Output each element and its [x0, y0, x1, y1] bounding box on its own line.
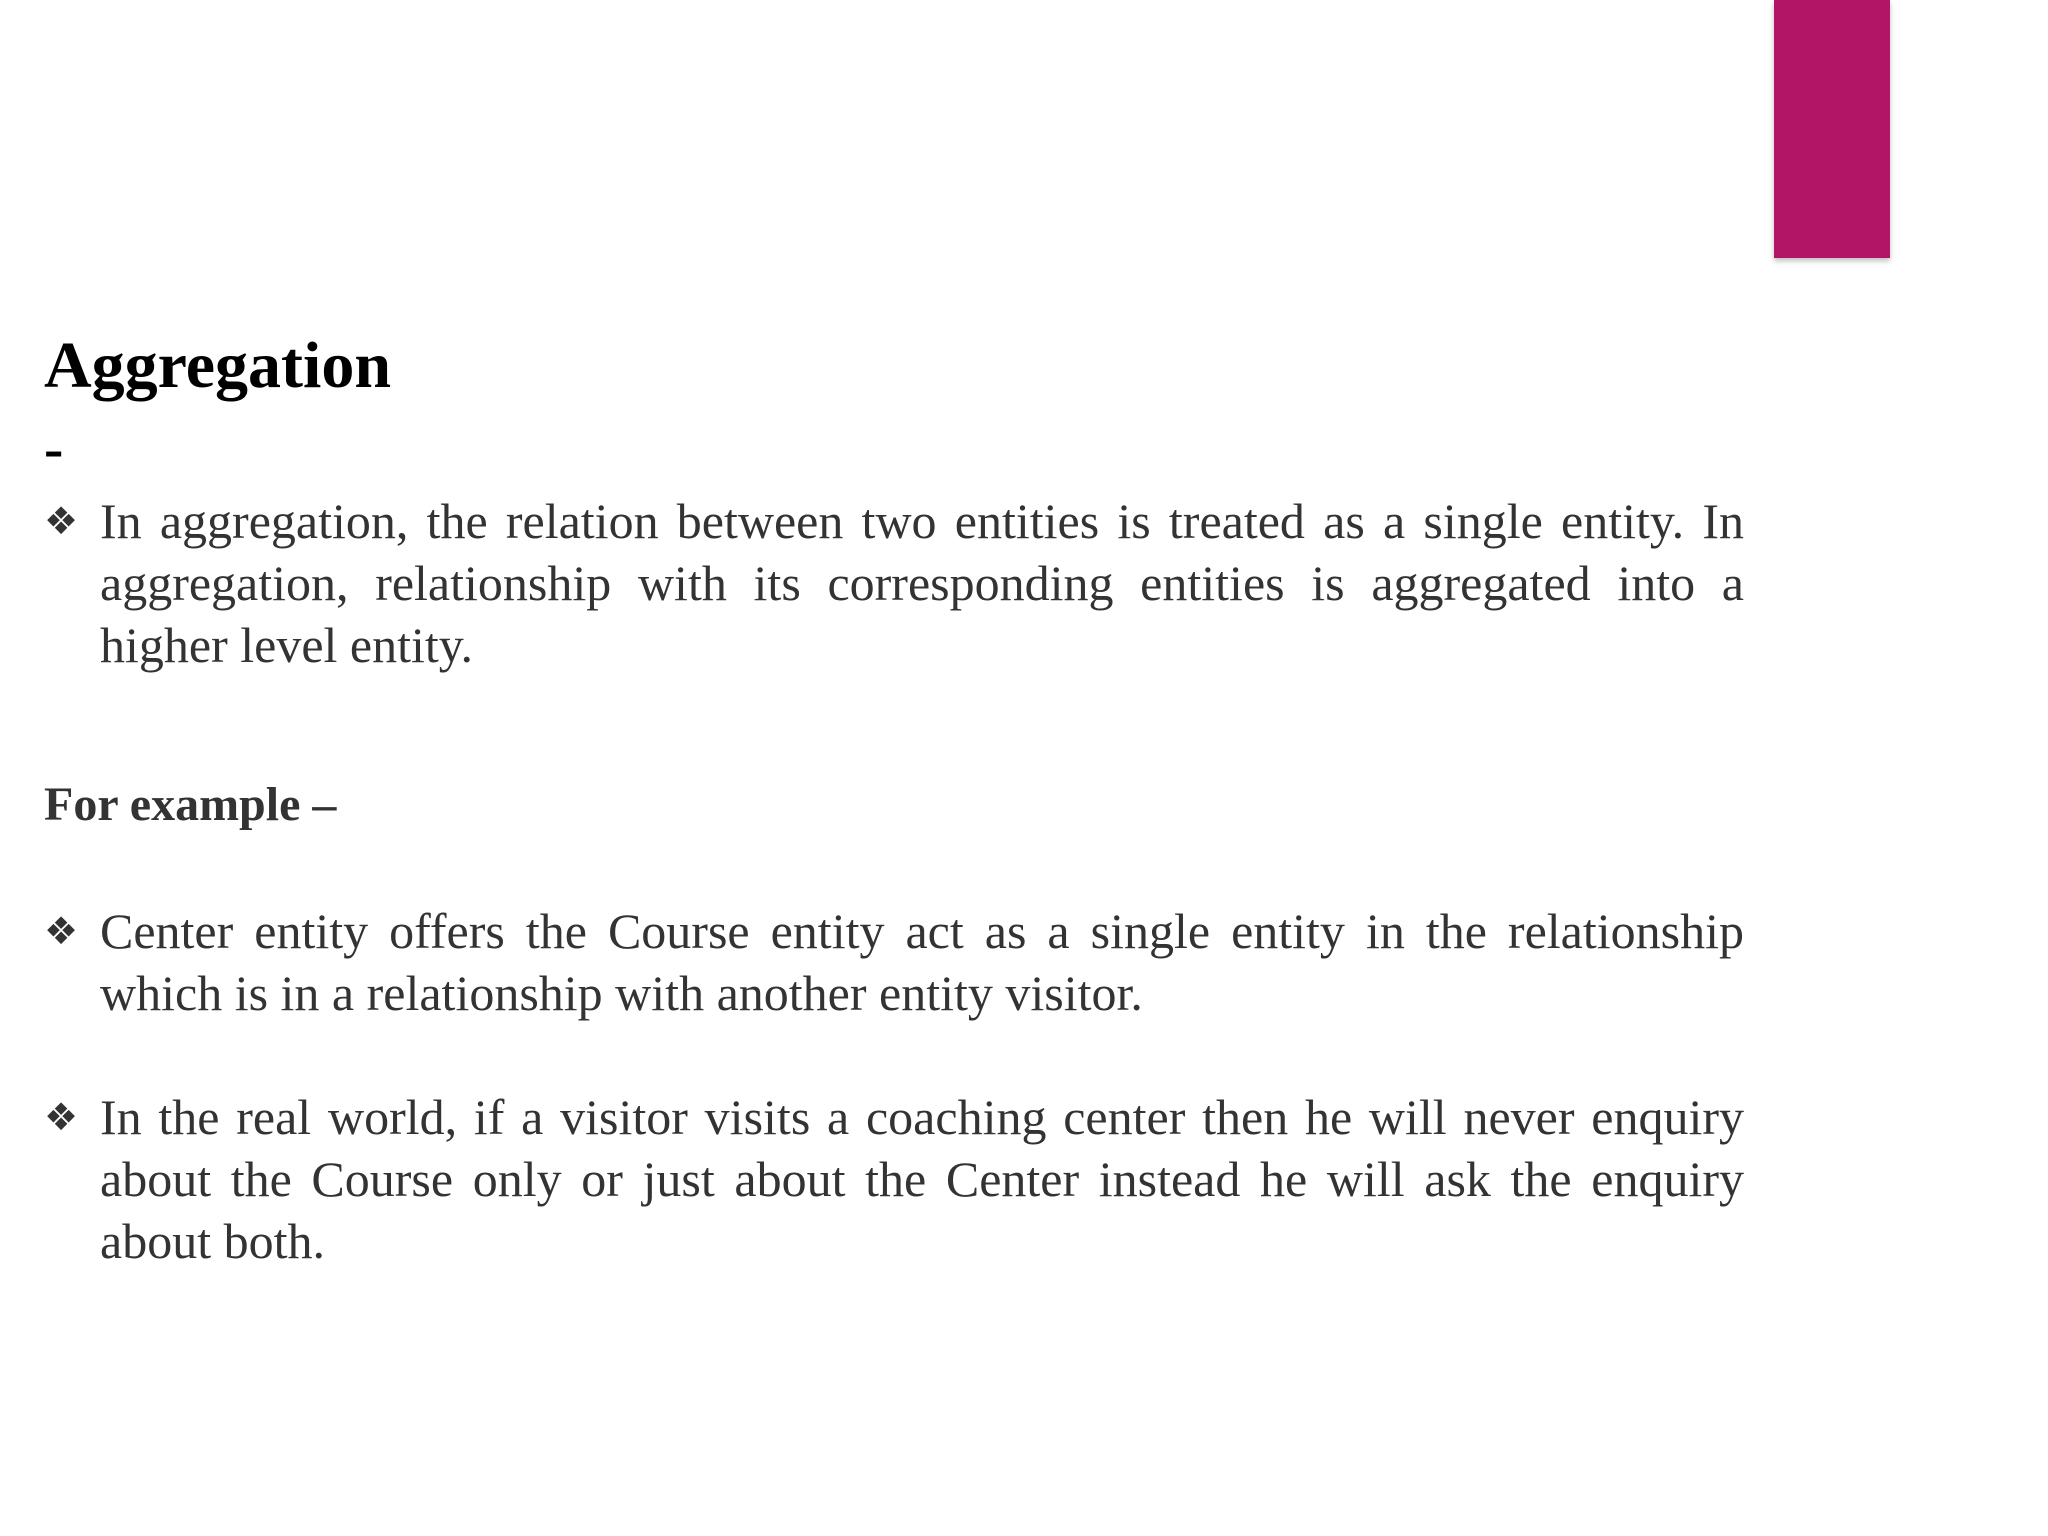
bullet-text: Center entity offers the Course entity act as a single entity in the relationship which is in a relationship with another entity visitor. [100, 903, 1744, 1021]
bullet-item [44, 900, 1744, 1024]
bullet-text: In the real world, if a visitor visits a coaching center then he will never enquiry about the Course only or just about the Center instead he will ask the enquiry about both. [100, 1089, 1744, 1269]
bullet-item [44, 490, 1744, 676]
bullet-item [44, 1086, 1744, 1272]
diamond-bullet-icon: ❖ [44, 909, 79, 953]
diamond-bullet-icon: ❖ [44, 1095, 79, 1139]
example-subheading: For example – [44, 778, 337, 831]
diamond-bullet-icon: ❖ [44, 499, 79, 543]
slide-title: Aggregation [44, 329, 392, 402]
bullet-text: In aggregation, the relation between two entities is treated as a single entity. In aggregation, relationship with its corresponding entities is aggregated into a higher level entity. [100, 493, 1744, 673]
accent-bar [1774, 0, 1890, 258]
title-dash: - [44, 416, 64, 481]
